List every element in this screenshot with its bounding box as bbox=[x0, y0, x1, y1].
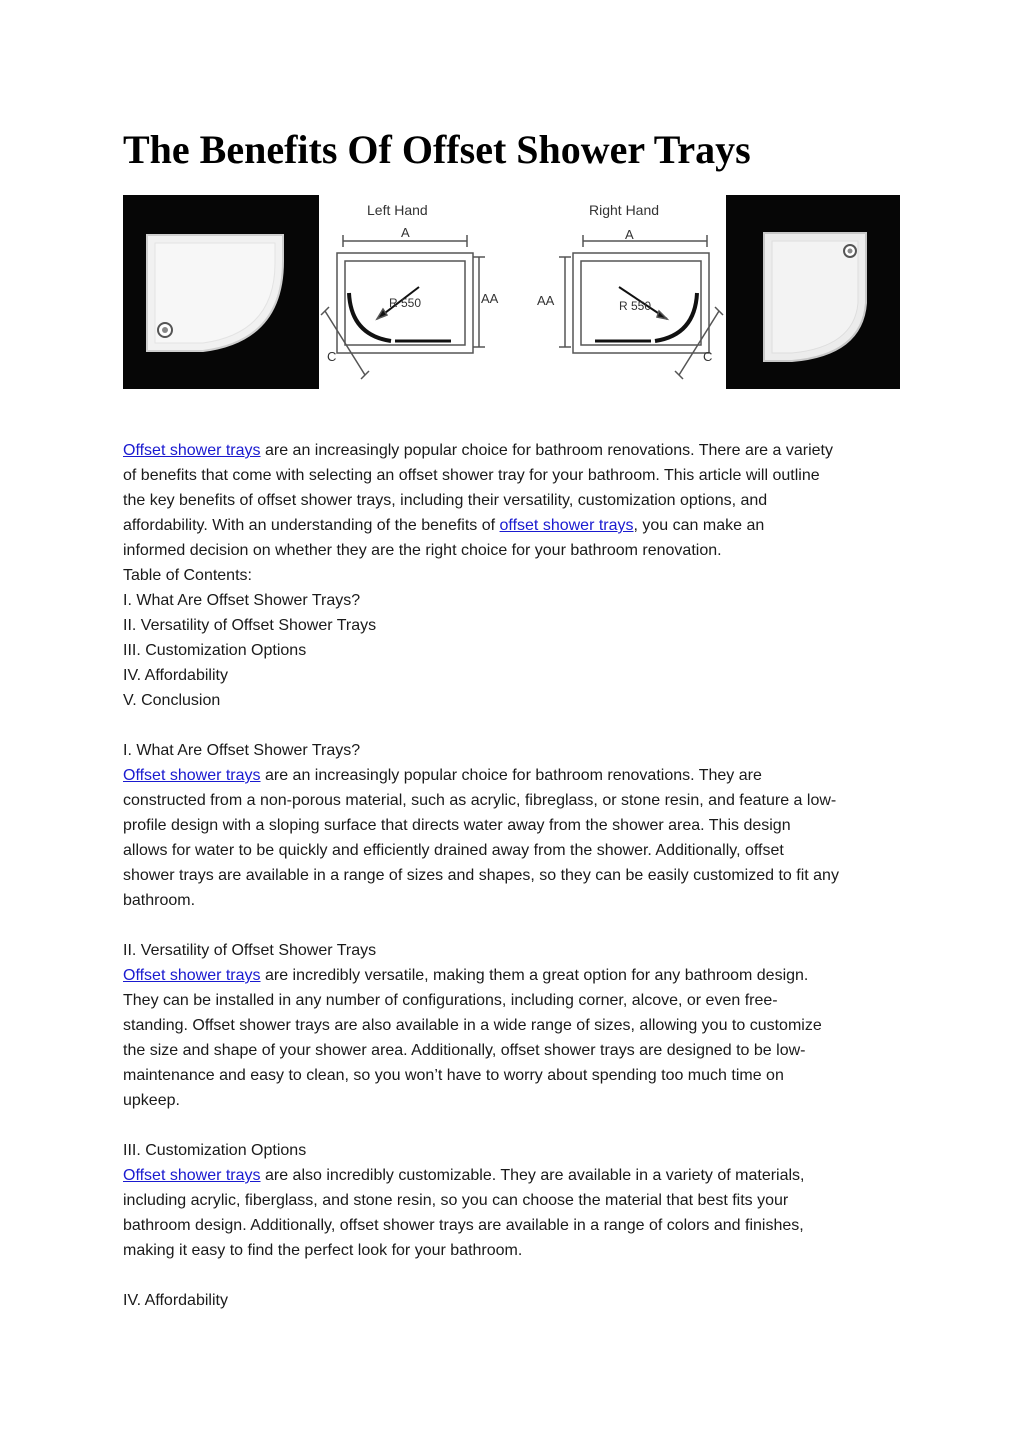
right-tray-photo-art bbox=[726, 195, 900, 389]
dimension-diagram bbox=[319, 195, 726, 389]
left-radius-label: R 550 bbox=[389, 296, 422, 310]
page-title: The Benefits Of Offset Shower Trays bbox=[123, 127, 751, 172]
right-dim-c: C bbox=[703, 349, 713, 364]
section-line: including acrylic, fiberglass, and stone resin, so you can choose the material that best fits your bbox=[123, 1192, 789, 1209]
section-line: allows for water to be quickly and efficiently drained away from the shower. Additionally, offset bbox=[123, 842, 784, 859]
section-line: profile design with a sloping surface that directs water away from the shower area. This design bbox=[123, 817, 791, 834]
right-radius-label: R 550 bbox=[619, 299, 652, 313]
right-tray-photo bbox=[726, 195, 900, 389]
left-hand-label: Left Hand bbox=[367, 202, 428, 218]
intro-line: of benefits that come with selecting an offset shower tray for your bathroom. This article will outline bbox=[123, 467, 820, 484]
offset-trays-link[interactable]: Offset shower trays bbox=[123, 442, 261, 459]
spacer bbox=[123, 913, 913, 938]
right-dim-a: A bbox=[625, 227, 634, 242]
spacer bbox=[123, 1263, 913, 1288]
left-tray-photo-art bbox=[123, 195, 319, 389]
section-line: bathroom. bbox=[123, 892, 196, 909]
toc-item: IV. Affordability bbox=[123, 667, 228, 684]
right-dim-aa: AA bbox=[537, 293, 555, 308]
section-line: maintenance and easy to clean, so you won’t have to worry about spending too much time on bbox=[123, 1067, 784, 1084]
toc-item: I. What Are Offset Shower Trays? bbox=[123, 592, 361, 609]
section-heading: I. What Are Offset Shower Trays? bbox=[123, 742, 361, 759]
spacer bbox=[123, 713, 913, 738]
intro-line: the key benefits of offset shower trays, including their versatility, customization options, and bbox=[123, 492, 768, 509]
section-heading: II. Versatility of Offset Shower Trays bbox=[123, 942, 377, 959]
shower-tray-figure bbox=[123, 195, 900, 389]
toc-heading: Table of Contents: bbox=[123, 567, 252, 584]
toc-item: V. Conclusion bbox=[123, 692, 221, 709]
toc-item: III. Customization Options bbox=[123, 642, 307, 659]
section-heading: IV. Affordability bbox=[123, 1292, 228, 1309]
section-line: the size and shape of your shower area. Additionally, offset shower trays are designed to be low- bbox=[123, 1042, 806, 1059]
section-line: Offset shower trays are also incredibly customizable. They are available in a variety of materials, bbox=[123, 1167, 805, 1184]
section-line: shower trays are available in a range of sizes and shapes, so they can be easily customized to fit any bbox=[123, 867, 839, 884]
left-tray-photo bbox=[123, 195, 319, 389]
section-line: Offset shower trays are an increasingly popular choice for bathroom renovations. They are bbox=[123, 767, 762, 784]
section-line: constructed from a non-porous material, such as acrylic, fibreglass, or stone resin, and feature a low- bbox=[123, 792, 837, 809]
section-line: They can be installed in any number of configurations, including corner, alcove, or even free- bbox=[123, 992, 778, 1009]
section-line: Offset shower trays are incredibly versatile, making them a great option for any bathroom design. bbox=[123, 967, 809, 984]
dimension-diagram-art bbox=[319, 195, 726, 389]
left-dim-a: A bbox=[401, 225, 410, 240]
spacer bbox=[123, 1113, 913, 1138]
left-dim-c: C bbox=[327, 349, 337, 364]
section-line: bathroom design. Additionally, offset shower trays are available in a range of colors and finishes, bbox=[123, 1217, 804, 1234]
right-hand-label: Right Hand bbox=[589, 202, 660, 218]
intro-line: affordability. With an understanding of the benefits of offset shower trays, you can make an bbox=[123, 517, 765, 534]
section-heading: III. Customization Options bbox=[123, 1142, 307, 1159]
offset-trays-link[interactable]: Offset shower trays bbox=[123, 767, 261, 784]
intro-line: Offset shower trays are an increasingly popular choice for bathroom renovations. There are a variety bbox=[123, 442, 833, 459]
intro-line: informed decision on whether they are the right choice for your bathroom renovation. bbox=[123, 542, 722, 559]
offset-trays-link[interactable]: Offset shower trays bbox=[123, 967, 261, 984]
left-dim-aa: AA bbox=[481, 291, 499, 306]
section-line: upkeep. bbox=[123, 1092, 180, 1109]
offset-trays-link[interactable]: Offset shower trays bbox=[123, 1167, 261, 1184]
toc-item: II. Versatility of Offset Shower Trays bbox=[123, 617, 377, 634]
section-line: making it easy to find the perfect look for your bathroom. bbox=[123, 1242, 523, 1259]
article-body bbox=[123, 438, 913, 1313]
offset-trays-link[interactable]: offset shower trays bbox=[499, 517, 634, 534]
section-line: standing. Offset shower trays are also available in a wide range of sizes, allowing you to customize bbox=[123, 1017, 822, 1034]
